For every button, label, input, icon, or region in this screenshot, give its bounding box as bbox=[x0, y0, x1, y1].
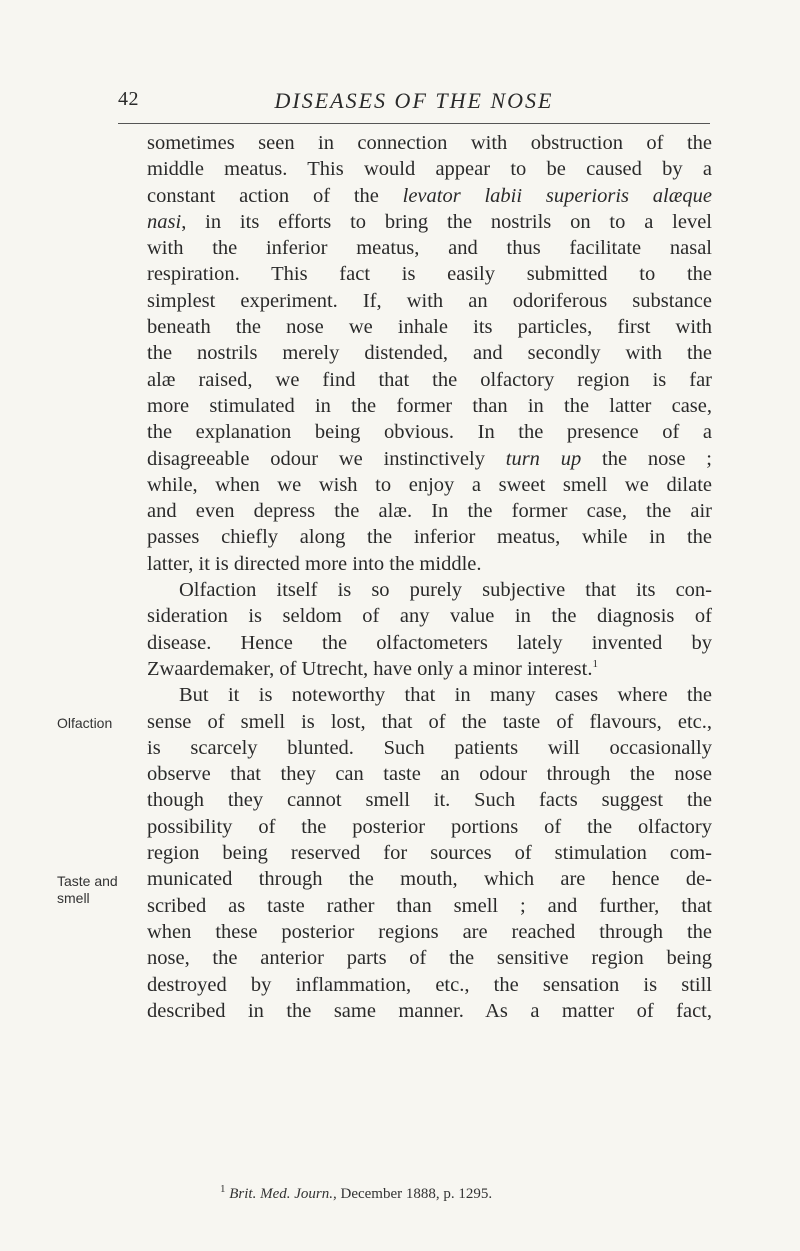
text-line: the nostrils merely distended, and secondly with the bbox=[147, 342, 712, 365]
margin-note-olfaction-text: Olfaction bbox=[57, 715, 113, 731]
page-number: 42 bbox=[118, 88, 139, 110]
text-line bbox=[147, 209, 712, 235]
footnote-ref: 1 bbox=[592, 658, 598, 671]
text-span: Zwaardemaker, of Utrecht, have only a minor interest. bbox=[147, 657, 593, 680]
margin-note-taste-line-2: smell bbox=[57, 890, 90, 906]
text-line: region being reserved for sources of stimulation com- bbox=[147, 842, 712, 865]
text-line bbox=[147, 446, 712, 472]
body-text bbox=[147, 130, 712, 1024]
footnote-journal: Brit. Med. Journ. bbox=[229, 1186, 333, 1202]
text-line: respiration. This fact is easily submitted to the bbox=[147, 263, 712, 286]
running-title: DISEASES OF THE NOSE bbox=[274, 88, 554, 113]
text-line: is scarcely blunted. Such patients will occasionally bbox=[147, 736, 712, 759]
text-line: observe that they can taste an odour through the nose bbox=[147, 763, 712, 786]
text-line: the explanation being obvious. In the presence of a bbox=[147, 421, 712, 444]
text-span: the nose ; bbox=[581, 447, 712, 470]
text-line: scribed as taste rather than smell ; and further, that bbox=[147, 894, 712, 917]
footnote bbox=[220, 1183, 493, 1203]
text-line: sense of smell is lost, that of the taste of flavours, etc., bbox=[147, 710, 712, 733]
text-line: with the inferior meatus, and thus facilitate nasal bbox=[147, 237, 712, 260]
header-rule bbox=[118, 123, 710, 124]
text-line: But it is noteworthy that in many cases where the bbox=[179, 684, 712, 707]
text-line: and even depress the alæ. In the former case, the air bbox=[147, 500, 712, 523]
italic-term: turn up bbox=[505, 447, 582, 470]
text-line: latter, it is directed more into the middle. bbox=[147, 552, 482, 575]
text-line bbox=[147, 183, 712, 209]
text-line: municated through the mouth, which are hence de- bbox=[147, 868, 712, 891]
text-line: passes chiefly along the inferior meatus, while in the bbox=[147, 526, 712, 549]
text-line: disease. Hence the olfactometers lately invented by bbox=[147, 631, 712, 654]
running-header bbox=[118, 88, 710, 124]
text-line: nose, the anterior parts of the sensitive region being bbox=[147, 947, 712, 970]
italic-term: nasi bbox=[147, 210, 182, 233]
text-span: constant action of the bbox=[147, 184, 403, 207]
text-line: when these posterior regions are reached through the bbox=[147, 920, 712, 943]
text-span: , in its efforts to bring the nostrils on to a level bbox=[181, 210, 712, 233]
text-span: disagreeable odour we instinctively bbox=[147, 447, 506, 470]
margin-note-taste-and-smell bbox=[57, 873, 118, 907]
text-line: sideration is seldom of any value in the diagnosis of bbox=[147, 605, 712, 628]
margin-note-olfaction bbox=[57, 715, 112, 732]
text-line: simplest experiment. If, with an odoriferous substance bbox=[147, 289, 712, 312]
text-line: beneath the nose we inhale its particles, first with bbox=[147, 316, 712, 339]
text-line bbox=[147, 656, 712, 682]
text-line: alæ raised, we find that the olfactory region is far bbox=[147, 368, 712, 391]
text-line: described in the same manner. As a matter of fact, bbox=[147, 999, 712, 1022]
text-line: though they cannot smell it. Such facts suggest the bbox=[147, 789, 712, 812]
text-line: while, when we wish to enjoy a sweet smell we dilate bbox=[147, 473, 712, 496]
footnote-citation: , December 1888, p. 1295. bbox=[332, 1186, 493, 1202]
margin-note-taste-line-1: Taste and bbox=[57, 873, 118, 889]
text-line: more stimulated in the former than in the latter case, bbox=[147, 394, 712, 417]
text-line: middle meatus. This would appear to be caused by a bbox=[147, 158, 712, 181]
footnote-marker: 1 bbox=[220, 1183, 226, 1195]
text-line: Olfaction itself is so purely subjective that its con- bbox=[179, 579, 712, 602]
text-line: destroyed by inflammation, etc., the sensation is still bbox=[147, 973, 712, 996]
italic-term: levator labii superioris alæque bbox=[402, 184, 712, 207]
text-line: sometimes seen in connection with obstruction of the bbox=[147, 132, 712, 154]
text-line: possibility of the posterior portions of the olfactory bbox=[147, 815, 712, 838]
